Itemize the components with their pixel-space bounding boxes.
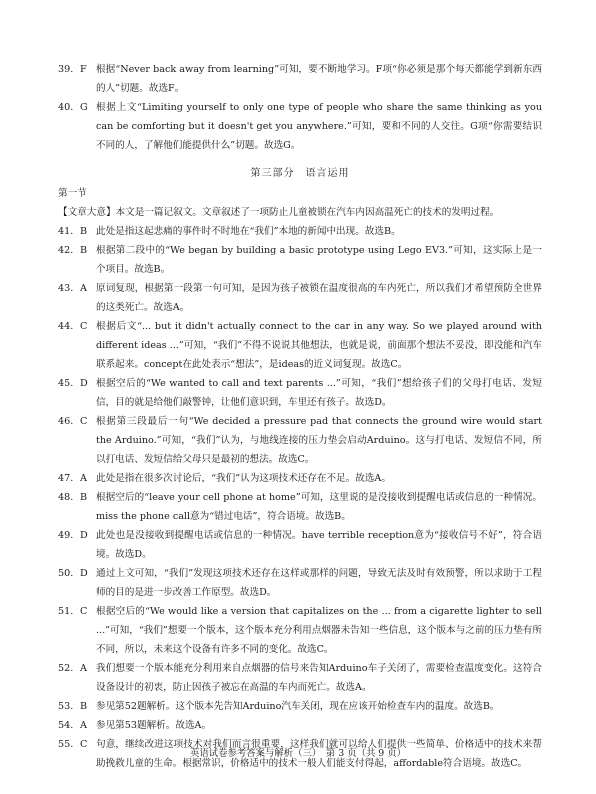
answer-letter: A [80, 720, 87, 731]
answer-item [58, 98, 542, 155]
answer-explanation: 根据第三段最后一句“We decided a pressure pad that connects the ground wire would start the Arduino.”可知，“我们”认为，与地线连接的压力垫会启动Arduino。这与打电话、发短信不同，所以打电话、发短信给父母只是最初的想法。故选C。 [96, 416, 542, 465]
section-title: 第三部分 语言运用 [250, 168, 350, 179]
question-number: 40. [58, 102, 74, 113]
answer-explanation: 原词复现，根据第一段第一句可知，是因为孩子被锁在温度很高的车内死亡，所以我们才希望预防全世界的这类死亡。故选A。 [96, 283, 542, 313]
answer-letter: D [80, 530, 88, 541]
answer-item [58, 564, 542, 602]
answer-item [58, 279, 542, 317]
answer-item [58, 222, 542, 241]
answer-explanation: 此处是指这起悲痛的事件时不时地在“我们”本地的新闻中出现。故选B。 [96, 226, 401, 237]
answer-explanation: 通过上文可知，“我们”发现这项技术还存在这样或那样的问题，导致无法及时有效预警，所以求助于工程师的目的是进一步改善工作原型。故选D。 [96, 568, 542, 598]
answer-letter: B [80, 701, 88, 712]
answer-letter: A [80, 283, 87, 294]
answer-letter: A [80, 473, 87, 484]
answer-letter: C [80, 321, 88, 332]
answer-explanation: 我们想要一个版本能充分利用来自点烟器的信号来告知Arduino车子关闭了，需要检查温度变化。这符合设备设计的初衷，防止因孩子被忘在高温的车内而死亡。故选A。 [96, 663, 542, 693]
question-number: 54. [58, 720, 74, 731]
answer-letter: B [80, 245, 88, 256]
question-number: 53. [58, 701, 74, 712]
question-number: 52. [58, 663, 74, 674]
answer-explanation: 根据第二段中的“We began by building a basic prototype using Lego EV3.”可知，这实际上是一个项目。故选B。 [96, 245, 542, 275]
answer-letter: F [80, 64, 87, 75]
article-summary: 【文章大意】本文是一篇记叙文。文章叙述了一项防止儿童被锁在汽车内因高温死亡的技术的发明过程。 [58, 207, 500, 218]
question-number: 48. [58, 492, 74, 503]
answer-letter: C [80, 416, 88, 427]
answer-content [58, 60, 542, 773]
question-number: 41. [58, 226, 74, 237]
answer-letter: D [80, 378, 88, 389]
answer-item [58, 526, 542, 564]
answer-item [58, 488, 542, 526]
question-number: 47. [58, 473, 74, 484]
answer-explanation: 根据空后的“We would like a version that capitalizes on the ... from a cigarette lighter to sell ...”可知，“我们”想要一个版本，这个版本充分利用点烟器未告知一些信息，这个版本与之前的压力垫有所不同，所以，未来这个设备有许多不同的变化。故选C。 [96, 606, 542, 655]
answer-explanation: 根据后文“... but it didn't actually connect to the car in any way. So we played around with different ideas ...”可知，“我们”不得不说说其他想法，也就是说，前面那个想法不妥没，即没能和汽车联系起来。concept在此处表示“想法”，是ideas的近义词复现。故选C。 [96, 321, 542, 370]
question-number: 49. [58, 530, 74, 541]
answer-item [58, 60, 542, 98]
question-number: 46. [58, 416, 74, 427]
answer-item [58, 241, 542, 279]
question-number: 43. [58, 283, 74, 294]
question-number: 39. [58, 64, 74, 75]
answer-explanation: 根据上文“Limiting yourself to only one type of people who share the same thinking as you can be comforting but it doesn't get you anywhere.”可知，要和不同的人交往。G项“你需要结识不同的人，了解他们能提供什么”切题。故选G。 [96, 102, 542, 151]
question-number: 42. [58, 245, 74, 256]
answer-explanation: 根据空后的“leave your cell phone at home”可知，这里说的是没接收到提醒电话或信息的一种情况。miss the phone call意为“错过电话”，符合语境。故选B。 [96, 492, 542, 522]
answer-letter: B [80, 492, 88, 503]
question-number: 44. [58, 321, 74, 332]
answer-explanation: 参见第52题解析。这个版本先告知Arduino汽车关闭，现在应该开始检查车内的温度。故选B。 [96, 701, 500, 712]
question-number: 45. [58, 378, 74, 389]
answer-letter: G [80, 102, 88, 113]
answer-explanation: 句意，继续改进这项技术对我们而言很重要，这样我们就可以给人们提供一些简单、价格适中的技术来帮助挽救儿童的生命。根据常识，价格适中的技术一般人们能支付得起，affordable符合语境。故选C。 [96, 739, 542, 769]
answer-explanation: 此处也是没接收到提醒电话或信息的一种情况。have terrible reception意为“接收信号不好”，符合语境。故选D。 [96, 530, 542, 560]
answer-list-cloze [58, 222, 542, 773]
answer-explanation: 根据空后的“We wanted to call and text parents ...”可知，“我们”想给孩子们的父母打电话、发短信，目的就是给他们敲警钟，让他们意识到，车里还有孩子。故选D。 [96, 378, 542, 408]
answer-item [58, 412, 542, 469]
page-footer: 英语试卷参考答案与解析（三） 第 3 页（共 9 页） [189, 748, 407, 759]
answer-letter: C [80, 606, 88, 617]
answer-letter: D [80, 568, 88, 579]
subsection-title: 第一节 [58, 188, 87, 199]
answer-letter: B [80, 226, 88, 237]
answer-item [58, 602, 542, 659]
answer-item [58, 374, 542, 412]
answer-item [58, 716, 542, 735]
answer-letter: A [80, 663, 87, 674]
question-number: 51. [58, 606, 74, 617]
answer-item [58, 659, 542, 697]
answer-explanation: 参见第53题解析。故选A。 [96, 720, 212, 731]
answer-item [58, 317, 542, 374]
answer-item [58, 469, 542, 488]
question-number: 55. [58, 739, 74, 750]
answer-explanation: 此处是指在很多次讨论后，“我们”认为这项技术还存在不足。故选A。 [96, 473, 391, 484]
answer-letter: C [80, 739, 88, 750]
answer-list-reading [58, 60, 542, 155]
answer-explanation: 根据“Never back away from learning”可知，要不断地学习。F项“你必须是那个每天都能学到新东西的人”切题。故选F。 [96, 64, 542, 94]
question-number: 50. [58, 568, 74, 579]
answer-item [58, 697, 542, 716]
